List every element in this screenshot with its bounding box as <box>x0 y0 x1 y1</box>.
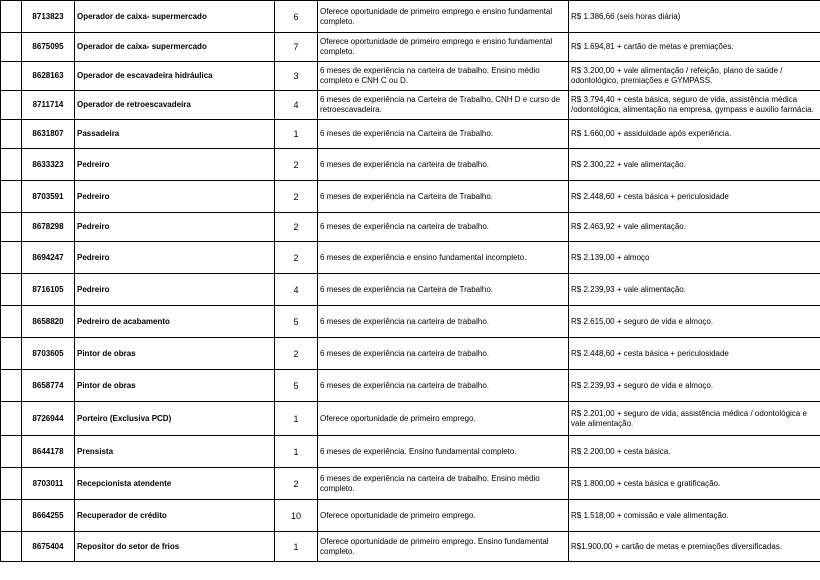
table-row <box>1 306 820 338</box>
job-requirements: 6 meses de experiência na Carteira de Trabalho. <box>318 120 569 149</box>
row-margin-cell <box>1 242 22 274</box>
row-margin-cell <box>1 120 22 149</box>
job-salary: R$ 2.201,00 + seguro de vida, assistência médica / odontológica e vale alimentação. <box>569 402 820 436</box>
vacancy-count: 2 <box>275 213 318 242</box>
job-code: 8703591 <box>22 181 75 213</box>
row-margin-cell <box>1 91 22 120</box>
job-code: 8694247 <box>22 242 75 274</box>
job-code: 8631807 <box>22 120 75 149</box>
table-row <box>1 62 820 91</box>
vacancy-count: 6 <box>275 1 318 33</box>
table-row <box>1 402 820 436</box>
job-code: 8716105 <box>22 274 75 306</box>
row-margin-cell <box>1 149 22 181</box>
table-row <box>1 242 820 274</box>
job-code: 8726944 <box>22 402 75 436</box>
table-row <box>1 370 820 402</box>
job-title: Recepcionista atendente <box>75 468 275 500</box>
job-code: 8628163 <box>22 62 75 91</box>
row-margin-cell <box>1 532 22 562</box>
vacancy-count: 5 <box>275 306 318 338</box>
job-title: Operador de escavadeira hidráulica <box>75 62 275 91</box>
vacancy-count: 1 <box>275 402 318 436</box>
job-code: 8644178 <box>22 436 75 468</box>
vacancy-count: 2 <box>275 338 318 370</box>
job-salary: R$ 2.200,00 + cesta básica. <box>569 436 820 468</box>
job-requirements: 6 meses de experiência na Carteira de Trabalho, CNH D e curso de retroescavadeira. <box>318 91 569 120</box>
job-code: 8658774 <box>22 370 75 402</box>
vacancy-count: 1 <box>275 532 318 562</box>
job-salary: R$ 2.239,93 + vale alimentação. <box>569 274 820 306</box>
table-row <box>1 120 820 149</box>
job-requirements: 6 meses de experiência na carteira de trabalho. <box>318 213 569 242</box>
job-requirements: Oferece oportunidade de primeiro emprego. <box>318 500 569 532</box>
job-title: Operador de retroescavadeira <box>75 91 275 120</box>
row-margin-cell <box>1 1 22 33</box>
job-title: Operador de caixa- supermercado <box>75 1 275 33</box>
job-requirements: Oferece oportunidade de primeiro emprego e ensino fundamental completo. <box>318 33 569 62</box>
table-row <box>1 338 820 370</box>
table-row <box>1 213 820 242</box>
job-code: 8703605 <box>22 338 75 370</box>
job-salary: R$ 2.463,92 + vale alimentação. <box>569 213 820 242</box>
job-requirements: 6 meses de experiência na carteira de trabalho. <box>318 306 569 338</box>
job-requirements: 6 meses de experiência na carteira de trabalho. <box>318 370 569 402</box>
vacancy-count: 2 <box>275 468 318 500</box>
job-code: 8713823 <box>22 1 75 33</box>
job-salary: R$ 1.800,00 + cesta básica e gratificação. <box>569 468 820 500</box>
row-margin-cell <box>1 402 22 436</box>
job-salary: R$ 1.518,00 + comissão e vale alimentação. <box>569 500 820 532</box>
job-title: Pedreiro <box>75 242 275 274</box>
vacancy-count: 4 <box>275 274 318 306</box>
job-requirements: 6 meses de experiência na carteira de trabalho. Ensino médio completo. <box>318 468 569 500</box>
job-salary: R$ 2.239,93 + seguro de vida e almoço. <box>569 370 820 402</box>
job-title: Passadeira <box>75 120 275 149</box>
job-title: Pedreiro <box>75 274 275 306</box>
table-row <box>1 500 820 532</box>
table-row <box>1 1 820 33</box>
job-title: Repositor do setor de frios <box>75 532 275 562</box>
job-title: Pedreiro <box>75 213 275 242</box>
job-code: 8633323 <box>22 149 75 181</box>
job-title: Pedreiro <box>75 181 275 213</box>
job-salary: R$ 1.386,66 (seis horas diária) <box>569 1 820 33</box>
vacancy-count: 5 <box>275 370 318 402</box>
job-title: Recuperador de crédito <box>75 500 275 532</box>
job-salary: R$ 1.694,81 + cartão de metas e premiações. <box>569 33 820 62</box>
table-row <box>1 532 820 562</box>
table-row <box>1 468 820 500</box>
job-title: Porteiro (Exclusiva PCD) <box>75 402 275 436</box>
row-margin-cell <box>1 370 22 402</box>
row-margin-cell <box>1 62 22 91</box>
job-requirements: 6 meses de experiência na carteira de trabalho. <box>318 338 569 370</box>
job-code: 8664255 <box>22 500 75 532</box>
vacancy-count: 4 <box>275 91 318 120</box>
job-requirements: 6 meses de experiência na Carteira de Trabalho. <box>318 274 569 306</box>
job-requirements: 6 meses de experiência. Ensino fundamental completo. <box>318 436 569 468</box>
vacancy-count: 2 <box>275 181 318 213</box>
row-margin-cell <box>1 33 22 62</box>
table-row <box>1 33 820 62</box>
vacancy-count: 1 <box>275 436 318 468</box>
row-margin-cell <box>1 436 22 468</box>
job-salary: R$ 2.448,60 + cesta básica + periculosidade <box>569 181 820 213</box>
vacancy-count: 7 <box>275 33 318 62</box>
vacancy-count: 10 <box>275 500 318 532</box>
row-margin-cell <box>1 274 22 306</box>
row-margin-cell <box>1 181 22 213</box>
vacancy-count: 3 <box>275 62 318 91</box>
job-salary: R$ 2.139,00 + almoço <box>569 242 820 274</box>
job-code: 8703011 <box>22 468 75 500</box>
job-salary: R$ 2.615,00 + seguro de vida e almoço. <box>569 306 820 338</box>
job-title: Prensista <box>75 436 275 468</box>
table-row <box>1 436 820 468</box>
job-title: Pintor de obras <box>75 370 275 402</box>
row-margin-cell <box>1 338 22 370</box>
row-margin-cell <box>1 468 22 500</box>
job-code: 8658820 <box>22 306 75 338</box>
job-requirements: 6 meses de experiência na Carteira de Trabalho. <box>318 181 569 213</box>
job-salary: R$ 2.300,22 + vale alimentação. <box>569 149 820 181</box>
job-code: 8711714 <box>22 91 75 120</box>
job-requirements: Oferece oportunidade de primeiro emprego. Ensino fundamental completo. <box>318 532 569 562</box>
job-requirements: 6 meses de experiência e ensino fundamental incompleto. <box>318 242 569 274</box>
job-code: 8678298 <box>22 213 75 242</box>
table-row <box>1 181 820 213</box>
job-salary: R$ 1.660,00 + assiduidade após experiência. <box>569 120 820 149</box>
vacancy-count: 2 <box>275 242 318 274</box>
vacancy-count: 1 <box>275 120 318 149</box>
job-salary: R$ 2.448,60 + cesta básica + periculosidade <box>569 338 820 370</box>
table-row <box>1 149 820 181</box>
job-requirements: Oferece oportunidade de primeiro emprego. <box>318 402 569 436</box>
job-title: Pedreiro <box>75 149 275 181</box>
vacancy-count: 2 <box>275 149 318 181</box>
job-salary: R$ 3.200,00 + vale alimentação / refeição, plano de saúde / odontológico, premiações e GYMPASS. <box>569 62 820 91</box>
table-row <box>1 91 820 120</box>
job-requirements: Oferece oportunidade de primeiro emprego e ensino fundamental completo. <box>318 1 569 33</box>
job-code: 8675404 <box>22 532 75 562</box>
job-salary: R$ 3.794,40 + cesta básica, seguro de vida, assistência médica /odontológica, alimentação na empresa, gympass e auxilio farmácia. <box>569 91 820 120</box>
job-title: Operador de caixa- supermercado <box>75 33 275 62</box>
table-row <box>1 274 820 306</box>
row-margin-cell <box>1 306 22 338</box>
job-requirements: 6 meses de experiência na carteira de trabalho. <box>318 149 569 181</box>
row-margin-cell <box>1 500 22 532</box>
row-margin-cell <box>1 213 22 242</box>
job-requirements: 6 meses de experiência na carteira de trabalho. Ensino médio completo e CNH C ou D. <box>318 62 569 91</box>
job-title: Pintor de obras <box>75 338 275 370</box>
job-salary: R$1.900,00 + cartão de metas e premiações diversificadas. <box>569 532 820 562</box>
job-title: Pedreiro de acabamento <box>75 306 275 338</box>
job-code: 8675095 <box>22 33 75 62</box>
